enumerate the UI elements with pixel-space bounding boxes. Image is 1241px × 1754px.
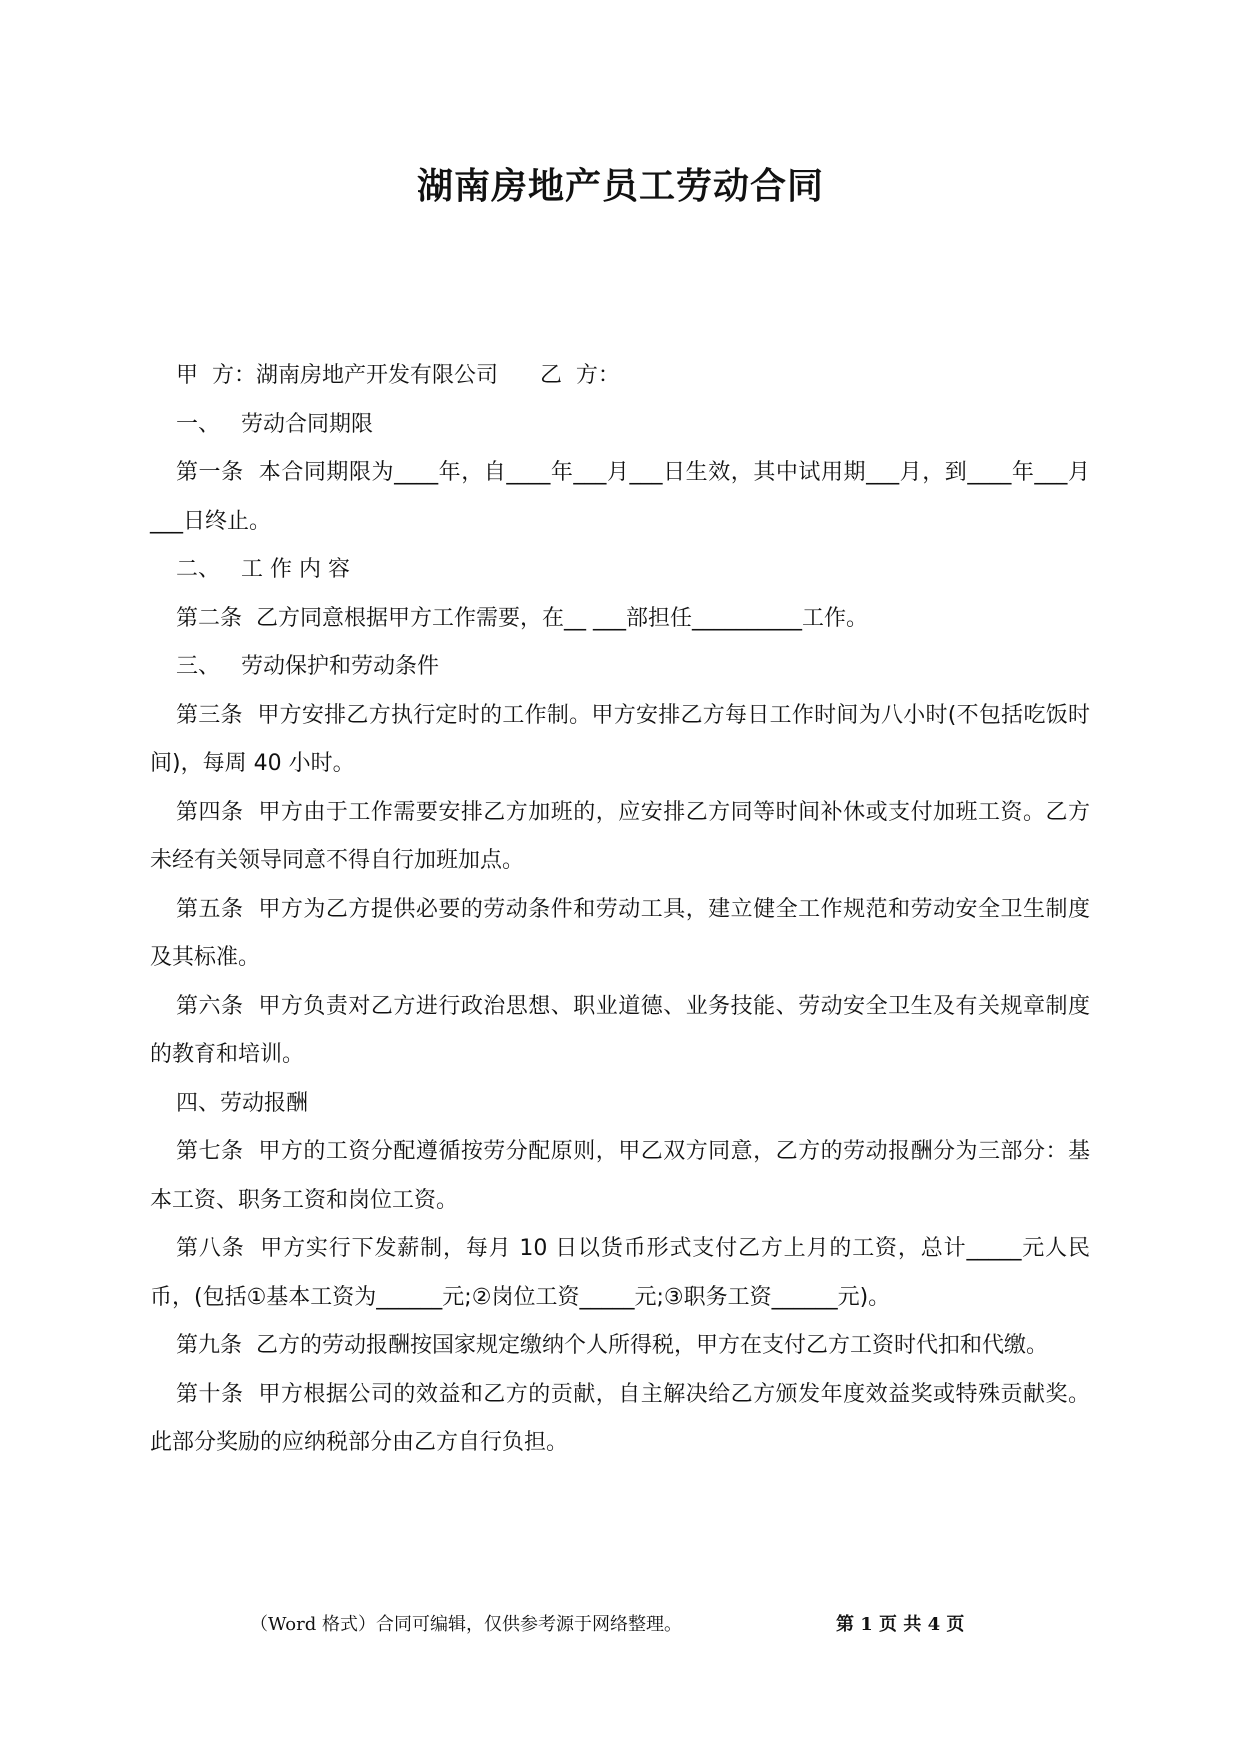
article-paragraph: 第五条 甲方为乙方提供必要的劳动条件和劳动工具，建立健全工作规范和劳动安全卫生制度及其标准。 [150, 896, 1090, 970]
parties-line: 甲 方：湖南房地产开发有限公司 乙 方： [176, 363, 620, 388]
section-heading: 二、 工 作 内 容 [176, 557, 350, 582]
section-heading: 三、 劳动保护和劳动条件 [176, 654, 439, 679]
page-footer [0, 1610, 1241, 1640]
article-paragraph: 第一条 本合同期限为____年，自____年___月___日生效，其中试用期___月，到____年___月___日终止。 [150, 460, 1090, 534]
article-paragraph: 第七条 甲方的工资分配遵循按劳分配原则，甲乙双方同意，乙方的劳动报酬分为三部分：基本工资、职务工资和岗位工资。 [150, 1139, 1090, 1213]
article-paragraph: 第四条 甲方由于工作需要安排乙方加班的，应安排乙方同等时间补休或支付加班工资。乙方未经有关领导同意不得自行加班加点。 [150, 799, 1090, 873]
section-heading: 四、劳动报酬 [176, 1090, 309, 1116]
document-title: 湖南房地产员工劳动合同 [416, 166, 824, 207]
article-paragraph: 第六条 甲方负责对乙方进行政治思想、职业道德、业务技能、劳动安全卫生及有关规章制度的教育和培训。 [150, 993, 1090, 1067]
footer-note: （Word 格式）合同可编辑，仅供参考源于网络整理。 [250, 1614, 682, 1635]
contract-body [150, 352, 1090, 1468]
article-paragraph: 第十条 甲方根据公司的效益和乙方的贡献，自主解决给乙方颁发年度效益奖或特殊贡献奖。此部分奖励的应纳税部分由乙方自行负担。 [150, 1381, 1090, 1455]
section-heading: 一、 劳动合同期限 [176, 411, 373, 437]
article-paragraph: 第八条 甲方实行下发薪制，每月 10 日以货币形式支付乙方上月的工资，总计_____元人民币，(包括①基本工资为______元;②岗位工资_____元;③职务工资______元)。 [150, 1236, 1090, 1310]
page-indicator: 第 1 页 共 4 页 [836, 1614, 965, 1635]
article-paragraph: 第九条 乙方的劳动报酬按国家规定缴纳个人所得税，甲方在支付乙方工资时代扣和代缴。 [176, 1333, 1048, 1358]
article-paragraph: 第三条 甲方安排乙方执行定时的工作制。甲方安排乙方每日工作时间为八小时(不包括吃饭时间)，每周 40 小时。 [150, 702, 1090, 776]
article-paragraph: 第二条 乙方同意根据甲方工作需要，在__ ___部担任__________工作。 [176, 605, 868, 631]
